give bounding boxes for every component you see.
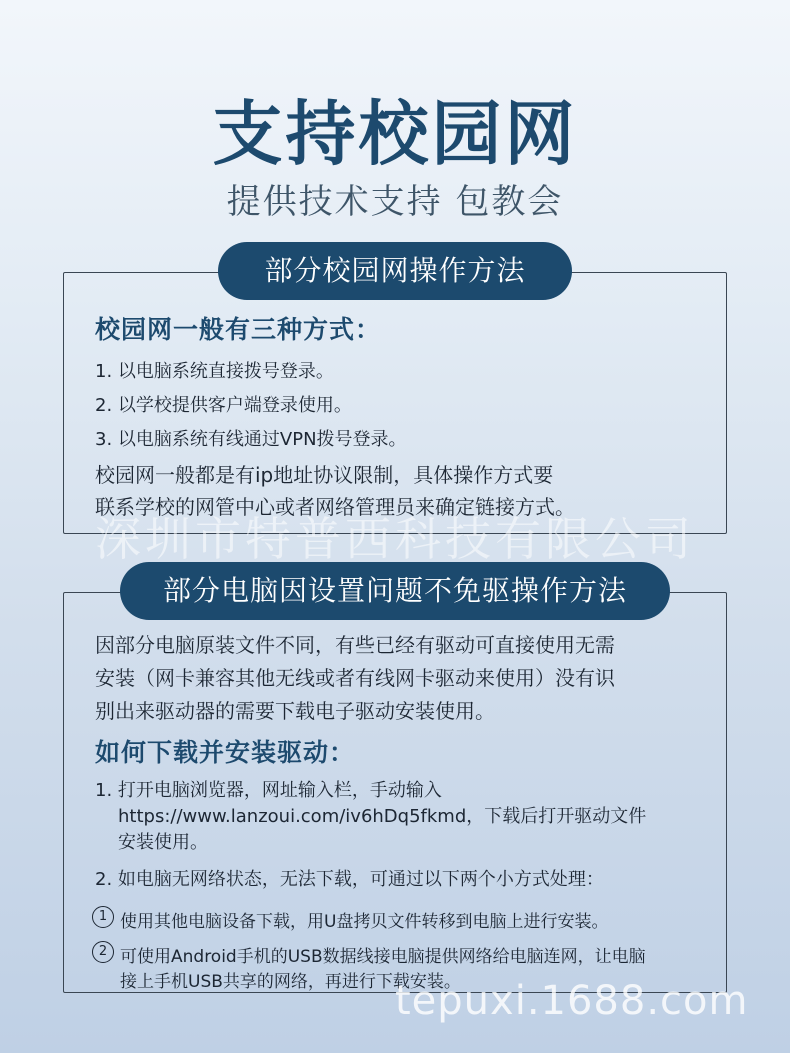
- site-watermark: tepuxi.1688.com: [395, 978, 749, 1024]
- company-watermark: 深圳市特普西科技有限公司: [95, 512, 695, 566]
- step2-line: 2. 如电脑无网络状态，无法下载，可通过以下两个小方式处理：: [95, 869, 604, 890]
- section1-item: 1. 以电脑系统直接拨号登录。: [95, 361, 334, 382]
- option1-text: 使用其他电脑设备下载，用U盘拷贝文件转移到电脑上进行安装。: [120, 912, 609, 932]
- page-subtitle: 提供技术支持 包教会: [226, 182, 564, 222]
- section2-intro-line: 别出来驱动器的需要下载电子驱动安装使用。: [95, 699, 495, 723]
- page-title: 支持校园网: [212, 93, 578, 175]
- circled-number-2-icon: 2: [92, 941, 114, 963]
- section2-intro-line: 安装（网卡兼容其他无线或者有线网卡驱动来使用）没有识: [95, 666, 615, 690]
- section1-note-line: 校园网一般都是有ip地址协议限制，具体操作方式要: [95, 463, 554, 487]
- section1-item: 2. 以学校提供客户端登录使用。: [95, 395, 352, 416]
- section1-note-line: 联系学校的网管中心或者网络管理员来确定链接方式。: [95, 495, 575, 519]
- step1-line: 安装使用。: [118, 832, 208, 853]
- option2-line: 接上手机USB共享的网络，再进行下载安装。: [120, 972, 461, 992]
- section2-heading: 如何下载并安装驱动：: [95, 738, 356, 767]
- step1-url-line: https://www.lanzoui.com/iv6hDq5fkmd，下载后打开驱动文件: [118, 806, 647, 827]
- step1-line: 1. 打开电脑浏览器，网址输入栏，手动输入: [95, 780, 442, 801]
- section1-item: 3. 以电脑系统有线通过VPN拨号登录。: [95, 429, 407, 450]
- circled-number-1-icon: 1: [92, 906, 114, 928]
- option2-line: 可使用Android手机的USB数据线接电脑提供网络给电脑连网，让电脑: [120, 947, 646, 967]
- section2-pill-heading: 部分电脑因设置问题不免驱操作方法: [120, 562, 670, 620]
- section2-intro-line: 因部分电脑原装文件不同，有些已经有驱动可直接使用无需: [95, 633, 615, 657]
- section1-pill-heading: 部分校园网操作方法: [218, 242, 572, 300]
- section1-heading: 校园网一般有三种方式：: [95, 315, 382, 344]
